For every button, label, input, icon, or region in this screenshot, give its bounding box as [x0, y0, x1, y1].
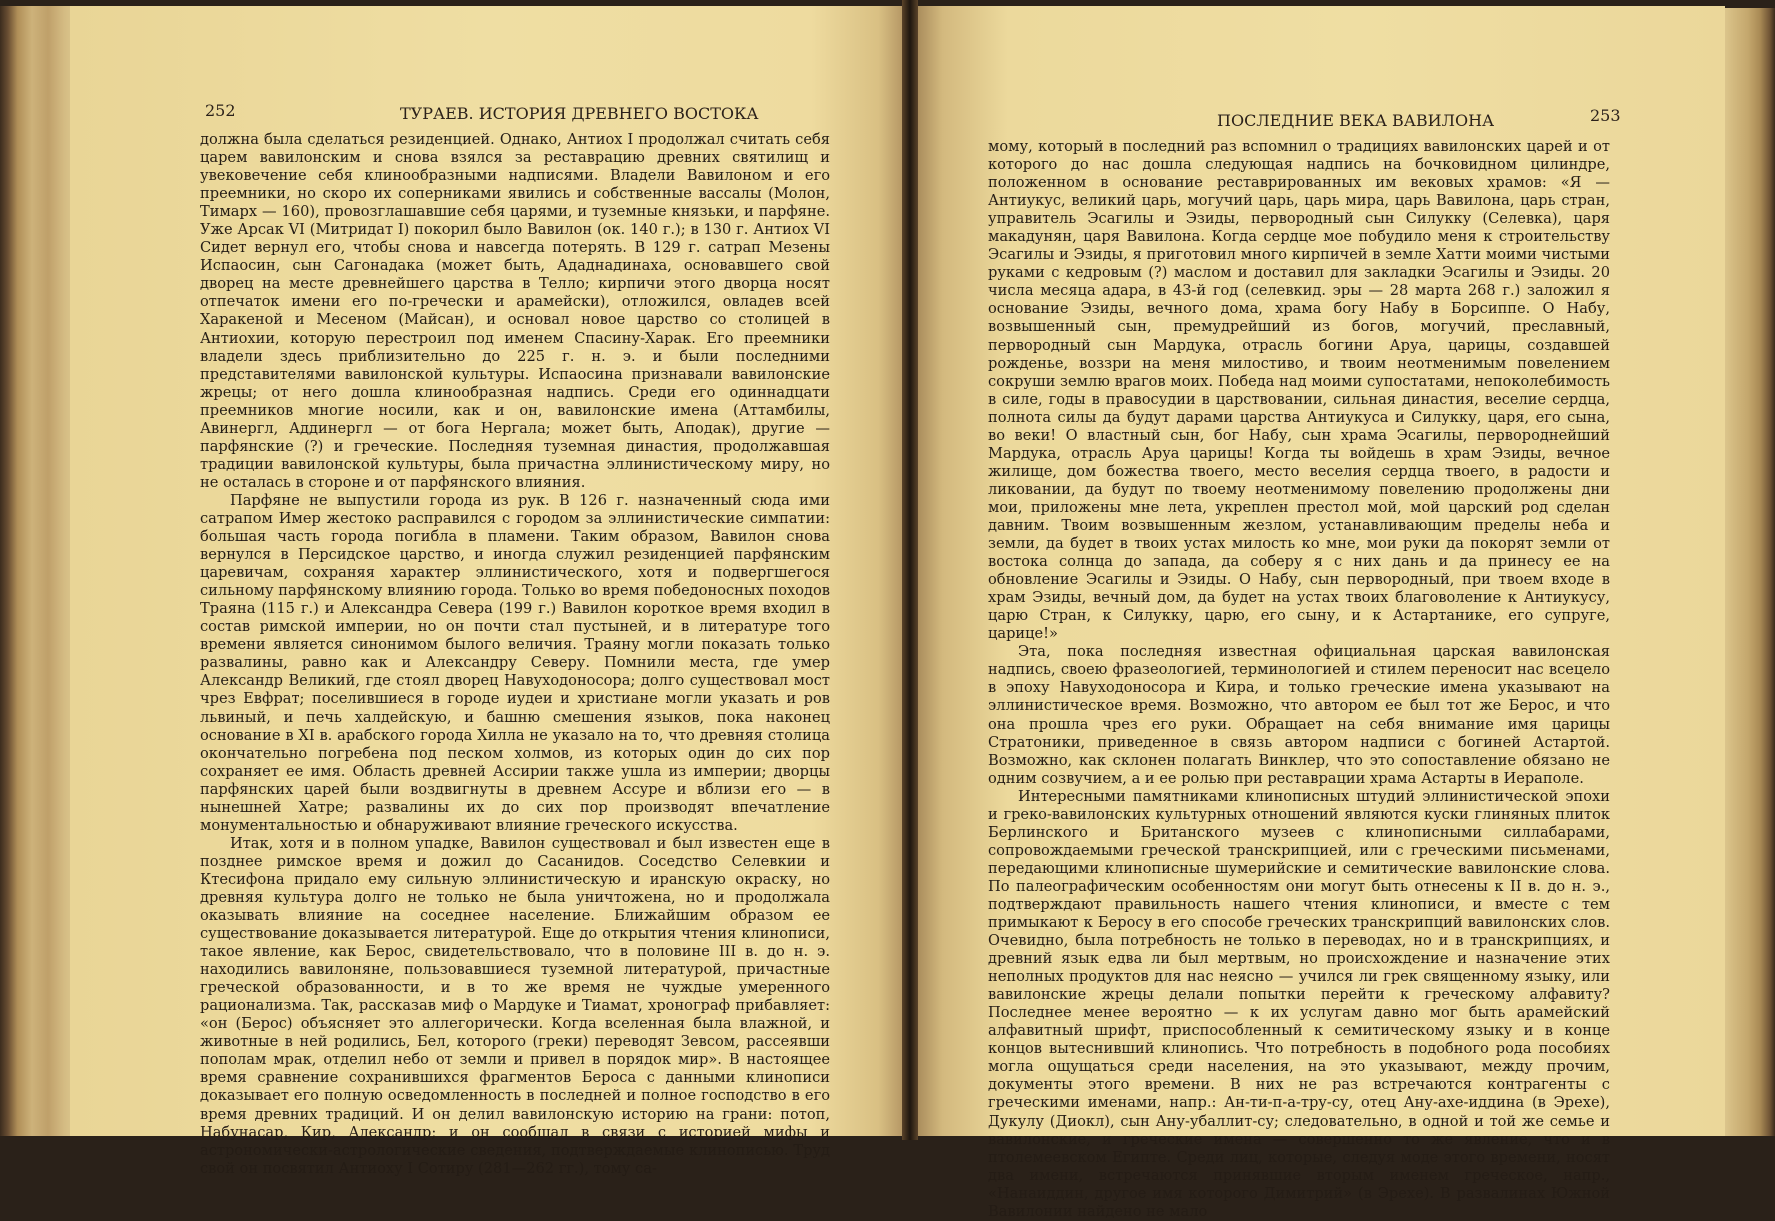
left-running-head: ТУРАЕВ. ИСТОРИЯ ДРЕВНЕГО ВОСТОКА — [400, 104, 759, 123]
right-paragraph-2: Эта, пока последняя известная официальная царская вавилонская надпись, своею фразеологией, терминологией и стилем переносит нас всецело в эпоху Навуходоносора и Кира, и только греческие имена указывают на эллинистическое время. Возможно, что автором ее был тот же Берос, и что она прошла чрез его руки. Обращает на себя внимание имя царицы Стратоники, приведенное в связь автором надписи с богиней Астартой. Возможно, как склонен полагать Винклер, что это сопоставление обязано не одним созвучием, а и ее ролью при реставрации храма Астарты в Иераполе. — [988, 643, 1610, 787]
left-paragraph-3: Итак, хотя и в полном упадке, Вавилон существовал и был известен еще в позднее римское время и дожил до Сасанидов. Соседство Селевкии и Ктесифона придало ему сильную эллинистическую и иранскую окраску, но древняя культура долго не только не была уничтожена, но и продолжала оказывать влияние на соседнее население. Ближайшим образом ее существование доказывается литературой. Еще до открытия чтения клинописи, такое явление, как Берос, свидетельствовало, что в половине III в. до н. э. находились вавилоняне, пользовавшиеся туземной литературой, причастные греческой образованности, и в то же время не чуждые умеренного рационализма. Так, рассказав миф о Мардуке и Тиамат, хронограф прибавляет: «он (Берос) объясняет это аллегорически. Когда вселенная была влажной, и животные в ней родились, Бел, которого (греки) переводят Зевсом, рассеявши пополам мрак, отделил небо от земли и привел в порядок мир». В настоящее время сравнение сохранившихся фрагментов Бероса с данными клинописи доказывает его полную осведомленность в последней и полное господство в его время древних традиций. И он делил вавилонскую историю на грани: потоп, Набунасар, Кир, Александр; и он сообщал в связи с историей мифы и астрономически-астрологические сведения, подтверждаемые клинописью. Труд свой он посвятил Антиоху I Сотиру (281—262 гг.), тому са- — [200, 834, 830, 1177]
left-body-text — [200, 131, 830, 1178]
right-running-head: ПОСЛЕДНИЕ ВЕКА ВАВИЛОНА — [1217, 111, 1495, 130]
book-gutter — [902, 0, 918, 1140]
left-page-stack-edge — [0, 6, 80, 1136]
right-paragraph-1: мому, который в последний раз вспомнил о традициях вавилонских царей и от которого до нас дошла следующая надпись на бочковидном цилиндре, положенном в основание реставрированных им вековых храмов: «Я — Антиукус, великий царь, могучий царь, царь мира, царь Вавилона, царь стран, управитель Эсагилы и Эзиды, первородный сын Силукку (Селевка), царя макадунян, царя Вавилона. Когда сердце мое побудило меня к строительству Эсагилы и Эзиды, я приготовил много кирпичей в земле Хатти моими чистыми руками с кедровым (?) маслом и доставил для закладки Эсагилы и Эзиды. 20 числа месяца адара, в 43-й год (селевкид. эры — 28 марта 268 г.) заложил я основание Эзиды, вечного дома, храма богу Набу в Борсиппе. О Набу, возвышенный сын, премудрейший из богов, могучий, преславный, первородный сын Мардука, отрасль богини Аруа, царицы, создавшей рожденье, воззри на меня милостиво, и твоим неотменимым повелением сокруши землю врагов моих. Победа над моими супостатами, непоколебимость в силе, годы в правосудии в царствовании, сильная династия, веселие сердца, полнота силы да будут дарами царства Антиукуса и Силукку, царя, его сына, во веки! О властный сын, бог Набу, сын храма Эсагилы, первороднейший Мардука, отрасль Аруа царицы! Когда ты войдешь в храм Эзиды, вечное жилище, дом божества твоего, место веселия сердца твоего, в радости и ликовании, да будут по твоему неотменимому повелению продолжены дни мои, приложены мне лета, укреплен престол мой, мой царский род сделан давним. Твоим возвышенным жезлом, устанавливающим пределы неба и земли, да будет в твоих устах милость ко мне, мои руки да покорят земли от востока солнца до запада, да соберу я с них дань и да принесу ее на обновление Эсагилы и Эзиды. О Набу, сын первородный, при твоем входе в храм Эзиды, вечный дом, да будет на устах твоих благоволение к Антиукусу, царю Стран, к Силукку, царю, его сыну, и к Астартанике, его супруге, царице!» — [988, 138, 1610, 643]
right-body-text — [988, 138, 1610, 1221]
left-paragraph-1: должна была сделаться резиденцией. Однако, Антиох I продолжал считать себя царем вавилонским и снова взялся за реставрацию древних святилищ и увековечение себя клинообразными надписями. Владели Вавилоном и его преемники, но скоро их соперниками явились и собственные вассалы (Молон, Тимарх — 160), провозглашавшие себя царями, и туземные князьки, и парфяне. Уже Арсак VI (Митридат I) покорил было Вавилон (ок. 140 г.); в 130 г. Антиох VI Сидет вернул его, чтобы снова и навсегда потерять. В 129 г. сатрап Мезены Испаосин, сын Сагонадака (может быть, Ададнадинаха, основавшего свой дворец на месте древнейшего царства в Телло; кирпичи этого дворца носят отпечаток имени его по-гречески и арамейски), отложился, овладев всей Харакеной и Месеном (Майсан), и основал новое царство со столицей в Антиохии, которую перестроил под именем Спасину-Харак. Его преемники владели здесь приблизительно до 225 г. н. э. и были последними представителями вавилонской культуры. Испаосина признавали вавилонские жрецы; от него дошла клинообразная надпись. Среди его одиннадцати преемников многие носили, как и он, вавилонские имена (Аттамбилы, Авинергл, Аддинергл — от бога Нергала; может быть, Аподак), другие — парфянские (?) и греческие. Последняя туземная династия, продолжавшая традиции вавилонской культуры, была причастна эллинистическому миру, но не осталась в стороне и от парфянского влияния. — [200, 131, 830, 491]
left-page-number: 252 — [205, 101, 236, 120]
right-page-number: 253 — [1590, 106, 1621, 125]
left-paragraph-2: Парфяне не выпустили города из рук. В 126 г. назначенный сюда ими сатрапом Имер жестоко расправился с городом за эллинистические симпатии: большая часть города погибла в пламени. Таким образом, Вавилон снова вернулся в Персидское царство, и иногда служил резиденцией парфянским царевичам, сохраняя характер эллинистического, хотя и подвергшегося сильному парфянскому влиянию города. Только во время победоносных походов Траяна (115 г.) и Александра Севера (199 г.) Вавилон короткое время входил в состав римской империи, но он почти стал пустыней, и в литературе того времени является синонимом былого величия. Траяну могли показать только развалины, равно как и Александру Северу. Помнили места, где умер Александр Великий, где стоял дворец Навуходоносора; долго существовал мост чрез Евфрат; поселившиеся в городе иудеи и христиане могли указать и ров львиный, и печь халдейскую, и башню смешения языков, пока наконец основание в XI в. арабского города Хилла не указало на то, что древняя столица окончательно погребена под песком холмов, из которых один до сих пор сохраняет ее имя. Область древней Ассирии также ушла из империи; дворцы парфянских царей были воздвигнуты в древнем Ассуре и вблизи его — в нынешней Хатре; развалины их до сих пор производят впечатление монументальностью и обнаруживают влияние греческого искусства. — [200, 491, 830, 834]
right-paragraph-3: Интересными памятниками клинописных штудий эллинистической эпохи и греко-вавилонских культурных отношений являются куски глиняных плиток Берлинского и Британского музеев с клинописными силлабарами, сопровождаемыми греческой транскрипцией, или с греческими письменами, передающими клинописные шумерийские и семитические вавилонские слова. По палеографическим особенностям они могут быть отнесены к II в. до н. э., подтверждают правильность нашего чтения клинописи, и вместе с тем примыкают к Беросу в его способе греческих транскрипций вавилонских слов. Очевидно, была потребность не только в переводах, но и в транскрипциях, и древний язык едва ли был мертвым, но происхождение и назначение этих неполных продуктов для нас неясно — учился ли грек священному языку, или вавилонские жрецы делали попытки перейти к греческому алфавиту? Последнее менее вероятно — к их услугам давно мог быть арамейский алфавитный шрифт, приспособленный к семитическому языку и в конце концов вытеснивший клинопись. Что потребность в подобного рода пособиях могла ощущаться среди населения, на это указывают, между прочим, документы этого времени. В них не раз встречаются контрагенты с греческими именами, напр.: Ан-ти-п-а-тру-су, отец Ану-ахе-иддина (в Эрехе), Дукулу (Диокл), сын Ану-убаллит-су; следовательно, в одной и той же семье и вавилонские, и греческие имена — совершенно то же явление, что и в птолемеевском Египте. Среди лиц, которые, следуя моде этого времени, носят два имени, встречаются принявшие вторым именем греческое, напр., «Нанаиддин, другое имя которого Димитрий» (в Эрехе). В развалинах Южной Вавилонии найдено не мало — [988, 787, 1610, 1220]
